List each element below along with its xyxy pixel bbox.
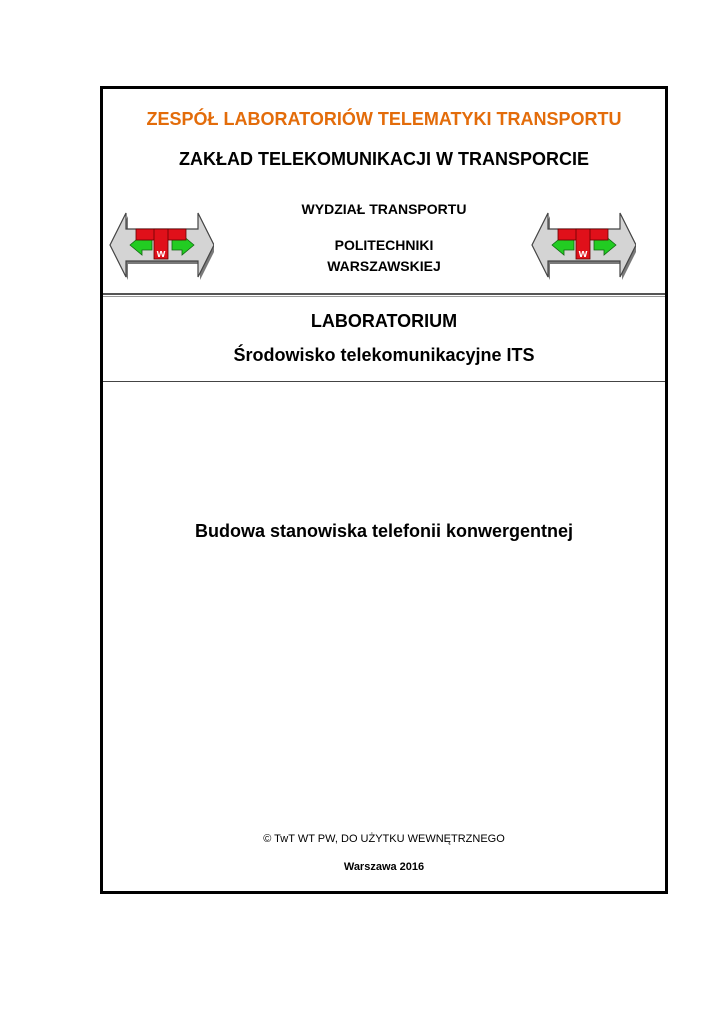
department-title: ZAKŁAD TELEKOMUNIKACJI W TRANSPORCIE xyxy=(179,149,589,169)
place-year: Warszawa 2016 xyxy=(343,861,425,873)
svg-text:w: w xyxy=(578,248,588,260)
university-line-2: WARSZAWSKIEJ xyxy=(327,258,441,274)
lab-title: LABORATORIUM xyxy=(310,311,458,331)
university-line-1: POLITECHNIKI xyxy=(334,237,434,253)
university-name xyxy=(103,235,665,277)
exercise-topic: Budowa stanowiska telefonii konwergentnej xyxy=(194,521,574,541)
document-frame xyxy=(100,86,668,894)
header-divider xyxy=(103,293,665,297)
faculty-name: WYDZIAŁ TRANSPORTU xyxy=(301,201,467,217)
team-title: ZESPÓŁ LABORATORIÓW TELEMATYKI TRANSPORTU xyxy=(146,109,622,129)
copyright-notice: © TwT WT PW, DO UŻYTKU WEWNĘTRZNEGO xyxy=(263,833,505,845)
svg-text:w: w xyxy=(156,248,166,260)
lab-subtitle: Środowisko telekomunikacyjne ITS xyxy=(233,345,535,365)
lab-divider xyxy=(103,381,665,382)
